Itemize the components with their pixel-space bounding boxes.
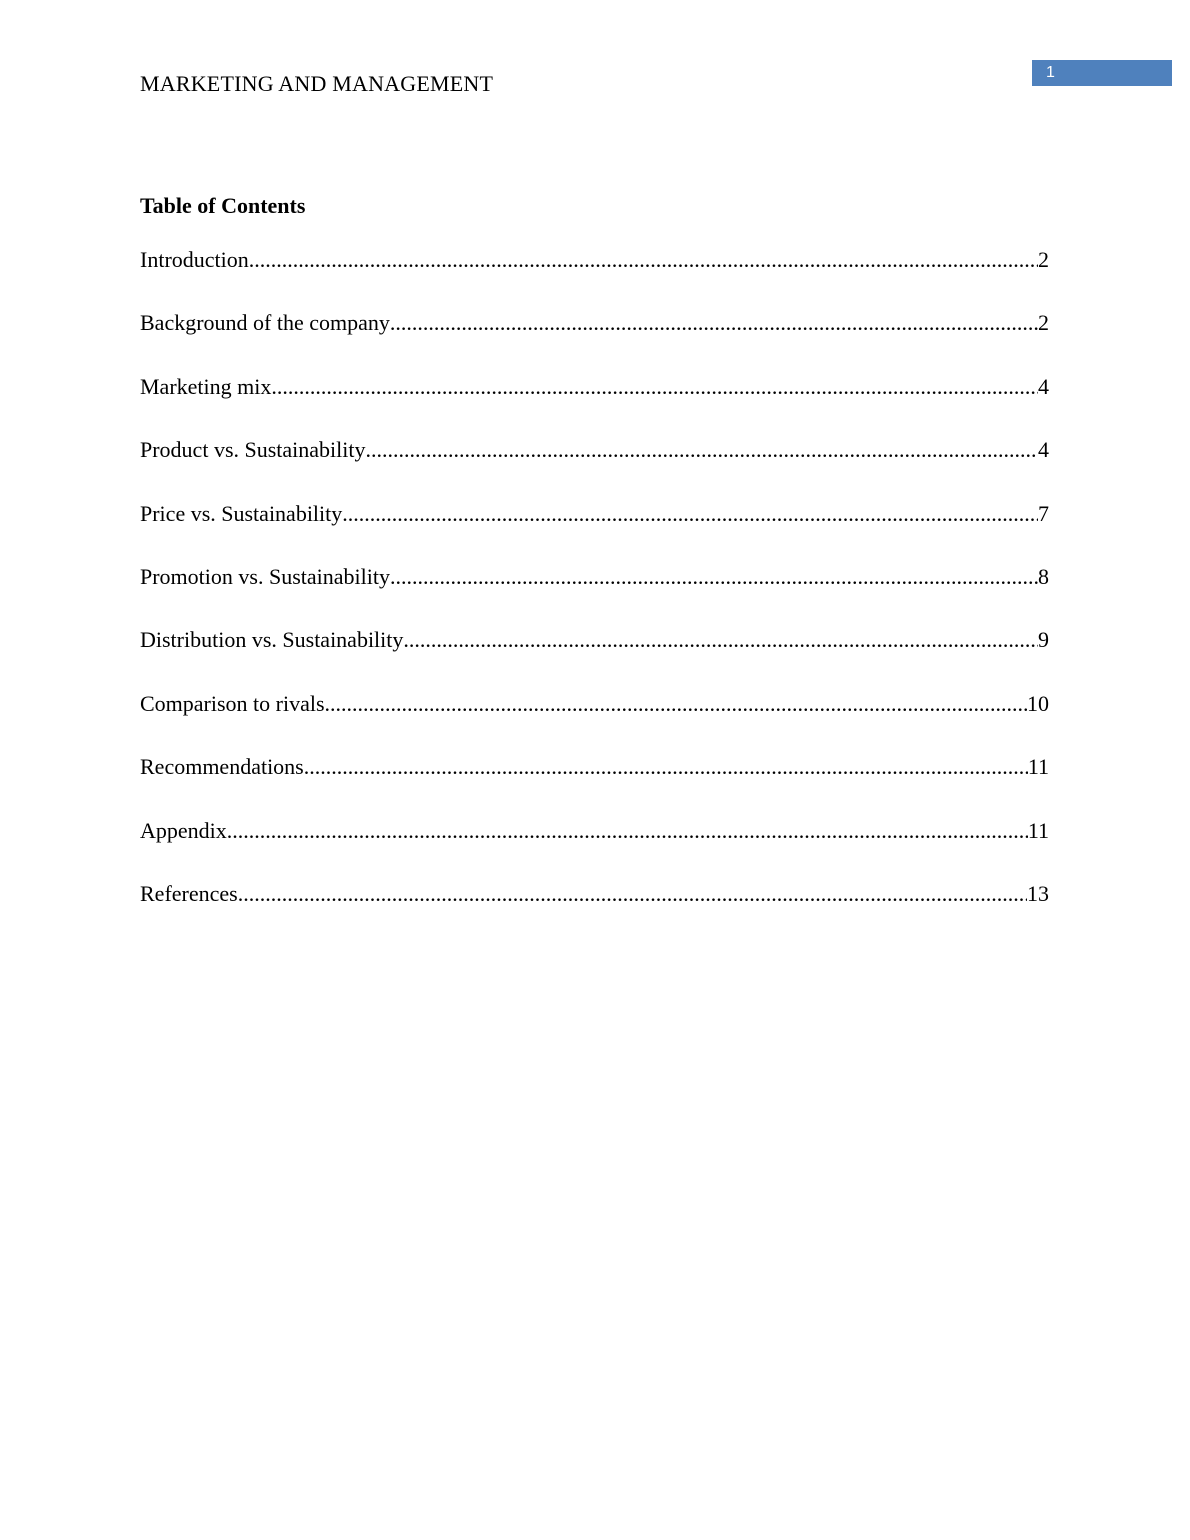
page-number-badge: 1 xyxy=(1032,60,1172,86)
toc-dot-leader xyxy=(271,374,1038,400)
toc-entry-page: 2 xyxy=(1038,247,1049,272)
toc-entry-label: Introduction xyxy=(140,247,249,272)
toc-entry-page: 2 xyxy=(1038,310,1049,336)
toc-entry-page: 8 xyxy=(1038,563,1049,589)
toc-entry-background[interactable] xyxy=(140,310,1049,373)
toc-entry-comparison[interactable] xyxy=(140,691,1049,754)
toc-entry-page: 4 xyxy=(1038,437,1049,463)
toc-entry-page: 9 xyxy=(1038,627,1049,653)
toc-entry-marketing-mix[interactable] xyxy=(140,374,1049,437)
toc-dot-leader xyxy=(390,564,1038,590)
toc-entry-page: 13 xyxy=(1027,880,1049,906)
toc-entry-recommendations[interactable] xyxy=(140,754,1049,817)
toc-dot-leader xyxy=(304,754,1028,780)
toc-entry-references[interactable] xyxy=(140,881,1049,944)
toc-dot-leader xyxy=(325,691,1027,717)
toc-dot-leader xyxy=(342,501,1038,527)
toc-entry-label: Price vs. Sustainability xyxy=(140,500,343,526)
toc-entry-product[interactable] xyxy=(140,437,1049,500)
toc-entry-distribution[interactable] xyxy=(140,627,1049,690)
toc-entry-page: 10 xyxy=(1027,690,1049,716)
toc-entry-label: Background of the company xyxy=(140,310,390,336)
running-head: MARKETING AND MANAGEMENT xyxy=(140,71,494,96)
toc-entry-page: 4 xyxy=(1038,373,1049,399)
toc-entry-label: References xyxy=(140,880,238,906)
toc-entry-label: Comparison to rivals xyxy=(140,690,325,716)
toc-entry-introduction[interactable] xyxy=(140,247,1049,310)
toc-entry-page: 7 xyxy=(1038,500,1049,526)
toc-dot-leader xyxy=(390,310,1038,336)
toc-entry-label: Promotion vs. Sustainability xyxy=(140,563,390,589)
toc-entry-page: 11 xyxy=(1027,817,1049,843)
toc-entry-label: Appendix xyxy=(140,817,227,843)
toc-dot-leader xyxy=(227,818,1028,844)
toc-entry-promotion[interactable] xyxy=(140,564,1049,627)
toc-entry-label: Product vs. Sustainability xyxy=(140,437,366,463)
toc-entry-page: 11 xyxy=(1027,754,1049,780)
toc-entry-label: Distribution vs. Sustainability xyxy=(140,627,404,653)
toc-entry-price[interactable] xyxy=(140,501,1049,564)
toc-entry-label: Recommendations xyxy=(140,754,304,780)
toc-entry-appendix[interactable] xyxy=(140,818,1049,881)
toc-dot-leader xyxy=(238,881,1027,907)
toc-title: Table of Contents xyxy=(140,193,306,218)
toc-dot-leader xyxy=(249,247,1038,273)
toc-dot-leader xyxy=(403,627,1038,653)
toc-entry-label: Marketing mix xyxy=(140,373,272,399)
table-of-contents xyxy=(140,247,1049,944)
toc-dot-leader xyxy=(366,437,1039,463)
